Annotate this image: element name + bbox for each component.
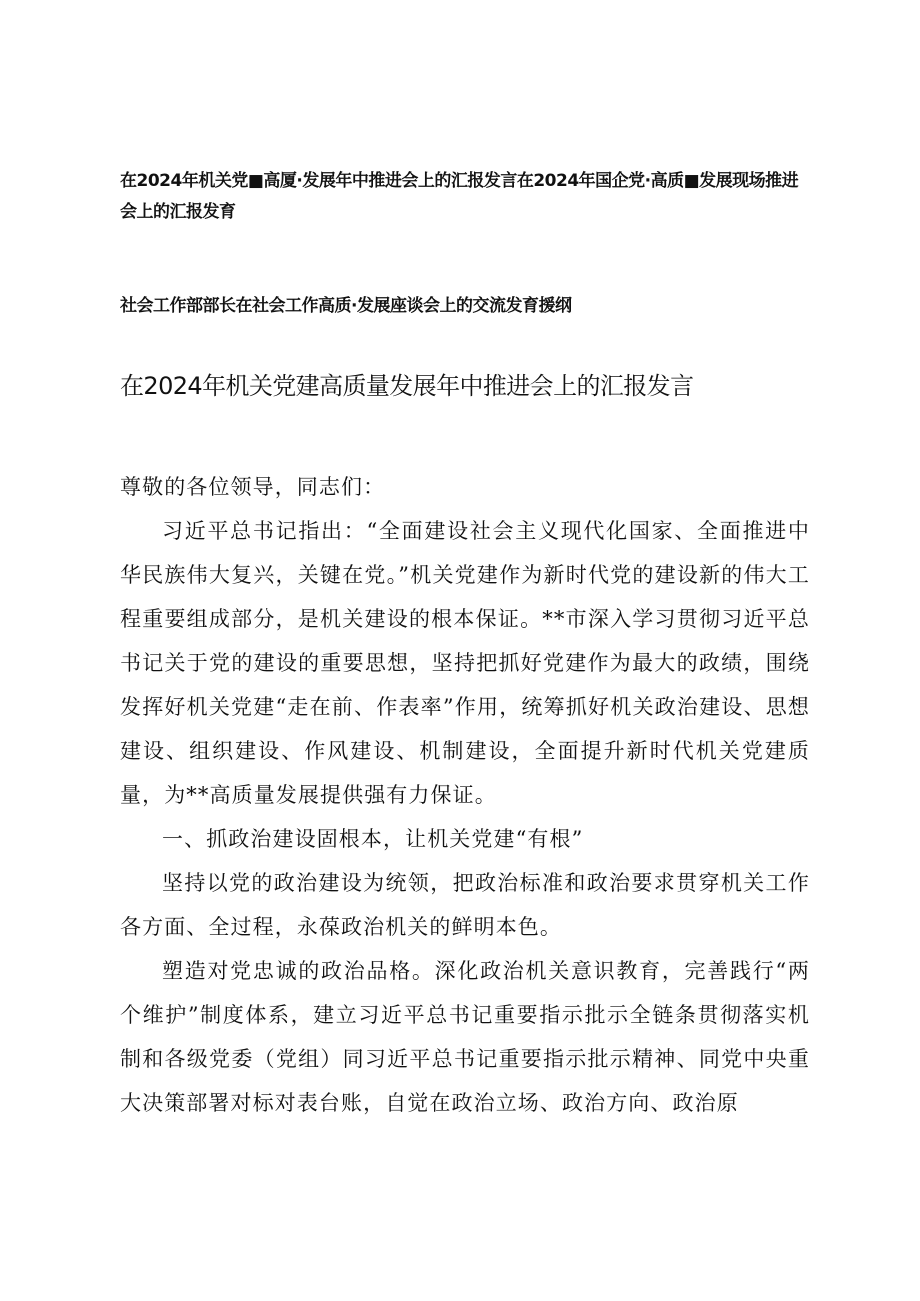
document-body	[120, 465, 810, 1125]
body-paragraph: 坚持以党的政治建设为统领，把政治标准和政治要求贯穿机关工作各方面、全过程，永葆政治机关的鲜明本色。	[120, 871, 810, 939]
document-title: 在2024年机关党建高质量发展年中推进会上的汇报发言	[120, 372, 694, 400]
toc-entry[interactable]: 社会工作部部长在社会工作高质·发展座谈会上的交流发育援纲	[120, 296, 572, 316]
body-paragraph: 塑造对党忠诚的政治品格。深化政治机关意识教育，完善践行“两个维护”制度体系，建立习近平总书记重要指示批示全链条贯彻落实机制和各级党委（党组）同习近平总书记重要指示批示精神、同党中央重大决策部署对标对表台账，自觉在政治立场、政治方向、政治原	[120, 959, 810, 1115]
body-paragraph: 习近平总书记指出：“全面建设社会主义现代化国家、全面推进中华民族伟大复兴，关键在党。”机关党建作为新时代党的建设新的伟大工程重要组成部分，是机关建设的根本保证。**市深入学习贯彻习近平总书记关于党的建设的重要思想，坚持把抓好党建作为最大的政绩，围绕发挥好机关党建“走在前、作表率”作用，统筹抓好机关政治建设、思想建设、组织建设、作风建设、机制建设，全面提升新时代机关党建质量，为**高质量发展提供强有力保证。	[120, 519, 810, 807]
section-heading: 一、抓政治建设固根本，让机关党建“有根”	[162, 827, 584, 851]
toc-entry[interactable]: 在2024年机关党■高厦·发展年中推进会上的汇报发言在2024年国企党·高质■发展现场推进会上的汇报发育	[120, 171, 799, 222]
salutation: 尊敬的各位领导，同志们：	[120, 475, 386, 499]
